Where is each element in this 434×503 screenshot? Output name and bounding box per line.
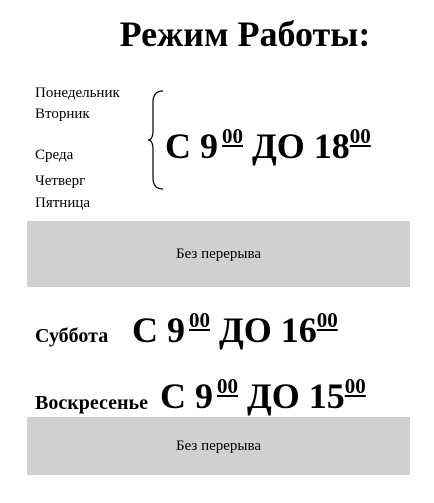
hours-to: ДО 18 xyxy=(252,126,350,166)
saturday-from-minutes: 00 xyxy=(189,308,210,332)
sunday-from: С 9 xyxy=(160,376,213,416)
hours-from: С 9 xyxy=(165,126,218,166)
saturday-from: С 9 xyxy=(132,310,185,350)
sunday-label: Воскресенье xyxy=(35,392,148,414)
saturday-to: ДО 16 xyxy=(219,310,317,350)
sunday-from-minutes: 00 xyxy=(217,374,238,398)
page-title: Режим Работы: xyxy=(119,14,371,54)
weekday-wednesday: Среда xyxy=(35,147,74,163)
saturday-hours xyxy=(132,310,338,350)
weekday-tuesday: Вторник xyxy=(35,106,90,122)
weekday-hours xyxy=(165,126,371,166)
weekday-monday: Понедельник xyxy=(35,85,120,101)
break-note-weekdays: Без перерыва xyxy=(27,221,410,287)
saturday-to-minutes: 00 xyxy=(316,308,338,332)
weekday-thursday: Четверг xyxy=(35,173,86,189)
break-note-weekend: Без перерыва xyxy=(27,417,410,475)
hours-from-minutes: 00 xyxy=(222,124,243,148)
sunday-to: ДО 15 xyxy=(247,376,345,416)
saturday-label: Суббота xyxy=(35,325,109,347)
hours-to-minutes: 00 xyxy=(349,124,371,148)
sunday-to-minutes: 00 xyxy=(344,374,366,398)
weekday-friday: Пятница xyxy=(35,195,91,211)
sunday-hours xyxy=(160,376,366,416)
curly-brace-icon xyxy=(147,90,165,190)
